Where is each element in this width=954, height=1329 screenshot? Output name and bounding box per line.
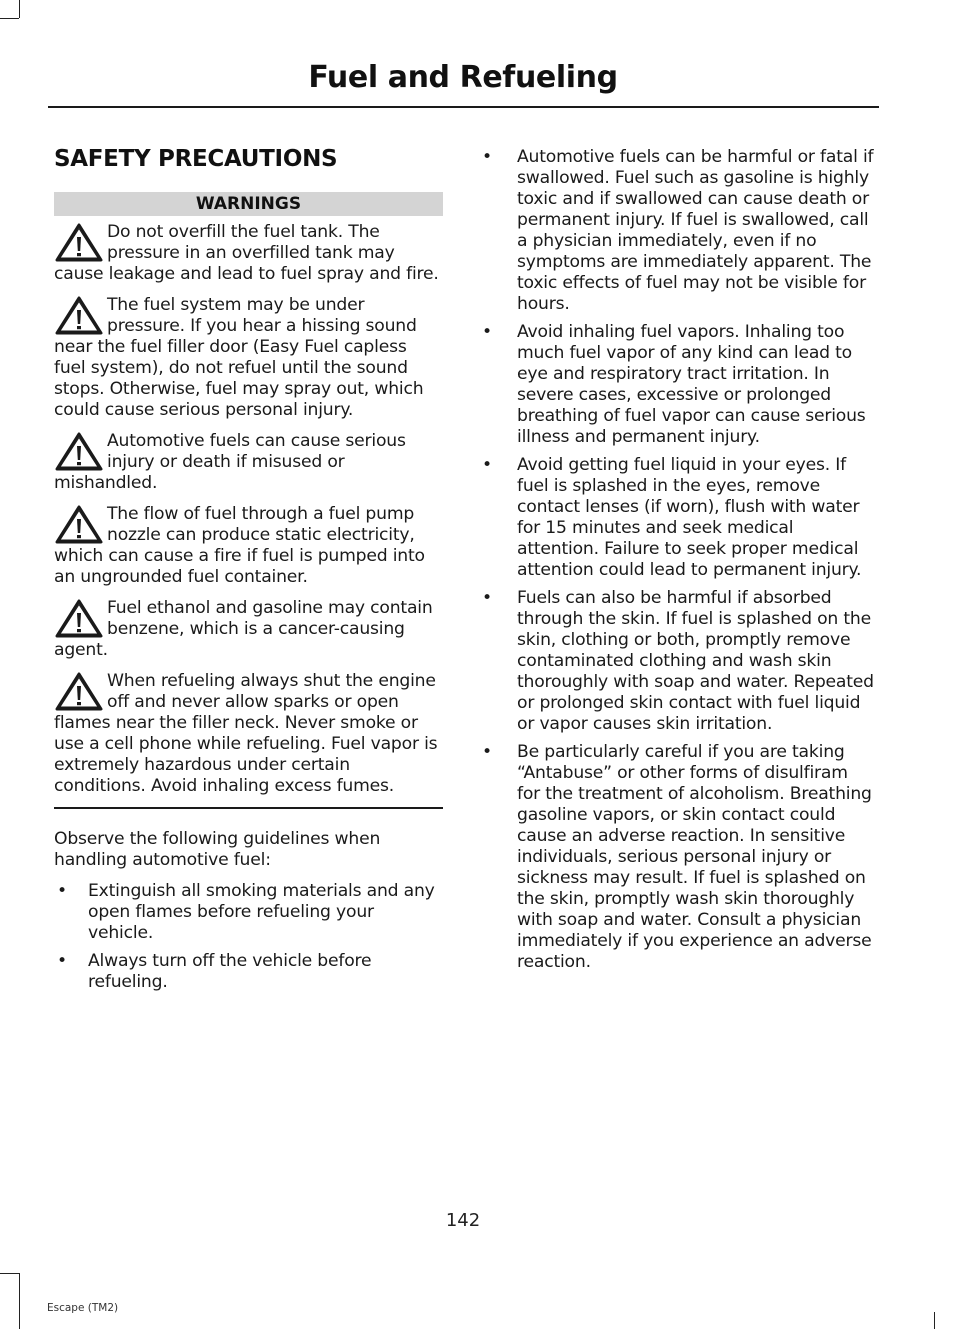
bullet-text: Be particularly careful if you are taking “Antabuse” or other forms of disulfiram for the treatment of alcoholism. Breathing gasoline vapors, or skin contact could cause an adverse reaction. In sensitive individuals, serious personal injury or sickness may result. If fuel is splashed on the skin, promptly wash skin thoroughly with soap and water. Consult a physician immediately if you experience an adverse reaction.: [517, 742, 872, 972]
section-heading: SAFETY PRECAUTIONS: [54, 146, 338, 172]
warning-item: [54, 598, 443, 661]
right-bullet-list: [478, 147, 876, 973]
warning-item: [54, 504, 443, 588]
warning-triangle-icon: [54, 598, 104, 640]
warning-text: Do not overfill the fuel tank. The pressure in an overfilled tank may cause leakage and lead to fuel spray and fire.: [54, 222, 439, 284]
footer-model: Escape (TM2): [47, 1302, 119, 1314]
warning-item: [54, 671, 443, 797]
warning-text: The flow of fuel through a fuel pump nozzle can produce static electricity, which can cause a fire if fuel is pumped into an ungrounded fuel container.: [54, 504, 425, 587]
warning-text: Fuel ethanol and gasoline may contain benzene, which is a cancer-causing agent.: [54, 598, 433, 660]
crop-mark: [19, 0, 20, 18]
page-number: 142: [445, 1210, 481, 1231]
warning-text: When refueling always shut the engine off and never allow sparks or open flames near the filler neck. Never smoke or use a cell phone while refueling. Fuel vapor is extremely hazardous under certain conditions. Avoid inhaling excess fumes.: [54, 671, 438, 796]
bullet-text: Avoid inhaling fuel vapors. Inhaling too much fuel vapor of any kind can lead to eye and respiratory tract irritation. In severe cases, excessive or prolonged breathing of fuel vapor can cause serious illness and permanent injury.: [517, 322, 866, 447]
page-title: Fuel and Refueling: [308, 60, 618, 95]
bullet-item: [478, 588, 876, 735]
left-bullet-list: [54, 881, 443, 993]
warnings-divider: [54, 807, 443, 809]
crop-mark: [19, 1273, 20, 1329]
bullet-marker: •: [57, 951, 67, 971]
bullet-text: Automotive fuels can be harmful or fatal if swallowed. Fuel such as gasoline is highly toxic and if swallowed can cause death or permanent injury. If fuel is swallowed, call a physician immediately, even if no symptoms are immediately apparent. The toxic effects of fuel may not be visible for hours.: [517, 147, 874, 314]
warning-triangle-icon: [54, 671, 104, 713]
bullet-text: Fuels can also be harmful if absorbed through the skin. If fuel is splashed on the skin, clothing or both, promptly remove contaminated clothing and wash skin thoroughly with soap and water. Repeated or prolonged skin contact with fuel liquid or vapor causes skin irritation.: [517, 588, 874, 734]
bullet-item: [54, 951, 443, 993]
bullet-item: [478, 322, 876, 448]
warning-triangle-icon: [54, 504, 104, 546]
bullet-text: Extinguish all smoking materials and any open flames before refueling your vehicle.: [88, 881, 435, 943]
warnings-header: WARNINGS: [54, 192, 443, 216]
warning-item: [54, 222, 443, 285]
warnings-list: [54, 222, 443, 797]
bullet-marker: •: [57, 881, 67, 901]
bullet-item: [478, 742, 876, 973]
right-column: [478, 147, 876, 980]
warning-triangle-icon: [54, 295, 104, 337]
bullet-marker: •: [482, 588, 492, 608]
bullet-marker: •: [482, 742, 492, 762]
warning-triangle-icon: [54, 431, 104, 473]
bullet-item: [478, 455, 876, 581]
warning-text: The fuel system may be under pressure. If you hear a hissing sound near the fuel filler door (Easy Fuel capless fuel system), do not refuel until the sound stops. Otherwise, fuel may spray out, which could cause serious personal injury.: [54, 295, 424, 420]
bullet-text: Avoid getting fuel liquid in your eyes. If fuel is splashed in the eyes, remove contact lenses (if worn), flush with water for 15 minutes and seek medical attention. Failure to seek proper medical attention could lead to permanent injury.: [517, 455, 862, 580]
bullet-item: [478, 147, 876, 315]
warning-item: [54, 431, 443, 494]
bullet-marker: •: [482, 322, 492, 342]
crop-mark: [0, 1273, 19, 1274]
bullet-text: Always turn off the vehicle before refueling.: [88, 951, 372, 992]
warning-text: Automotive fuels can cause serious injury or death if misused or mishandled.: [54, 431, 406, 493]
bullet-marker: •: [482, 147, 492, 167]
title-divider: [48, 106, 879, 108]
crop-mark: [0, 18, 19, 19]
bullet-item: [54, 881, 443, 944]
warning-item: [54, 295, 443, 421]
left-column: [54, 146, 443, 1000]
warning-triangle-icon: [54, 222, 104, 264]
crop-mark: [934, 1312, 935, 1329]
bullet-marker: •: [482, 455, 492, 475]
guidelines-intro: Observe the following guidelines when handling automotive fuel:: [54, 829, 381, 870]
